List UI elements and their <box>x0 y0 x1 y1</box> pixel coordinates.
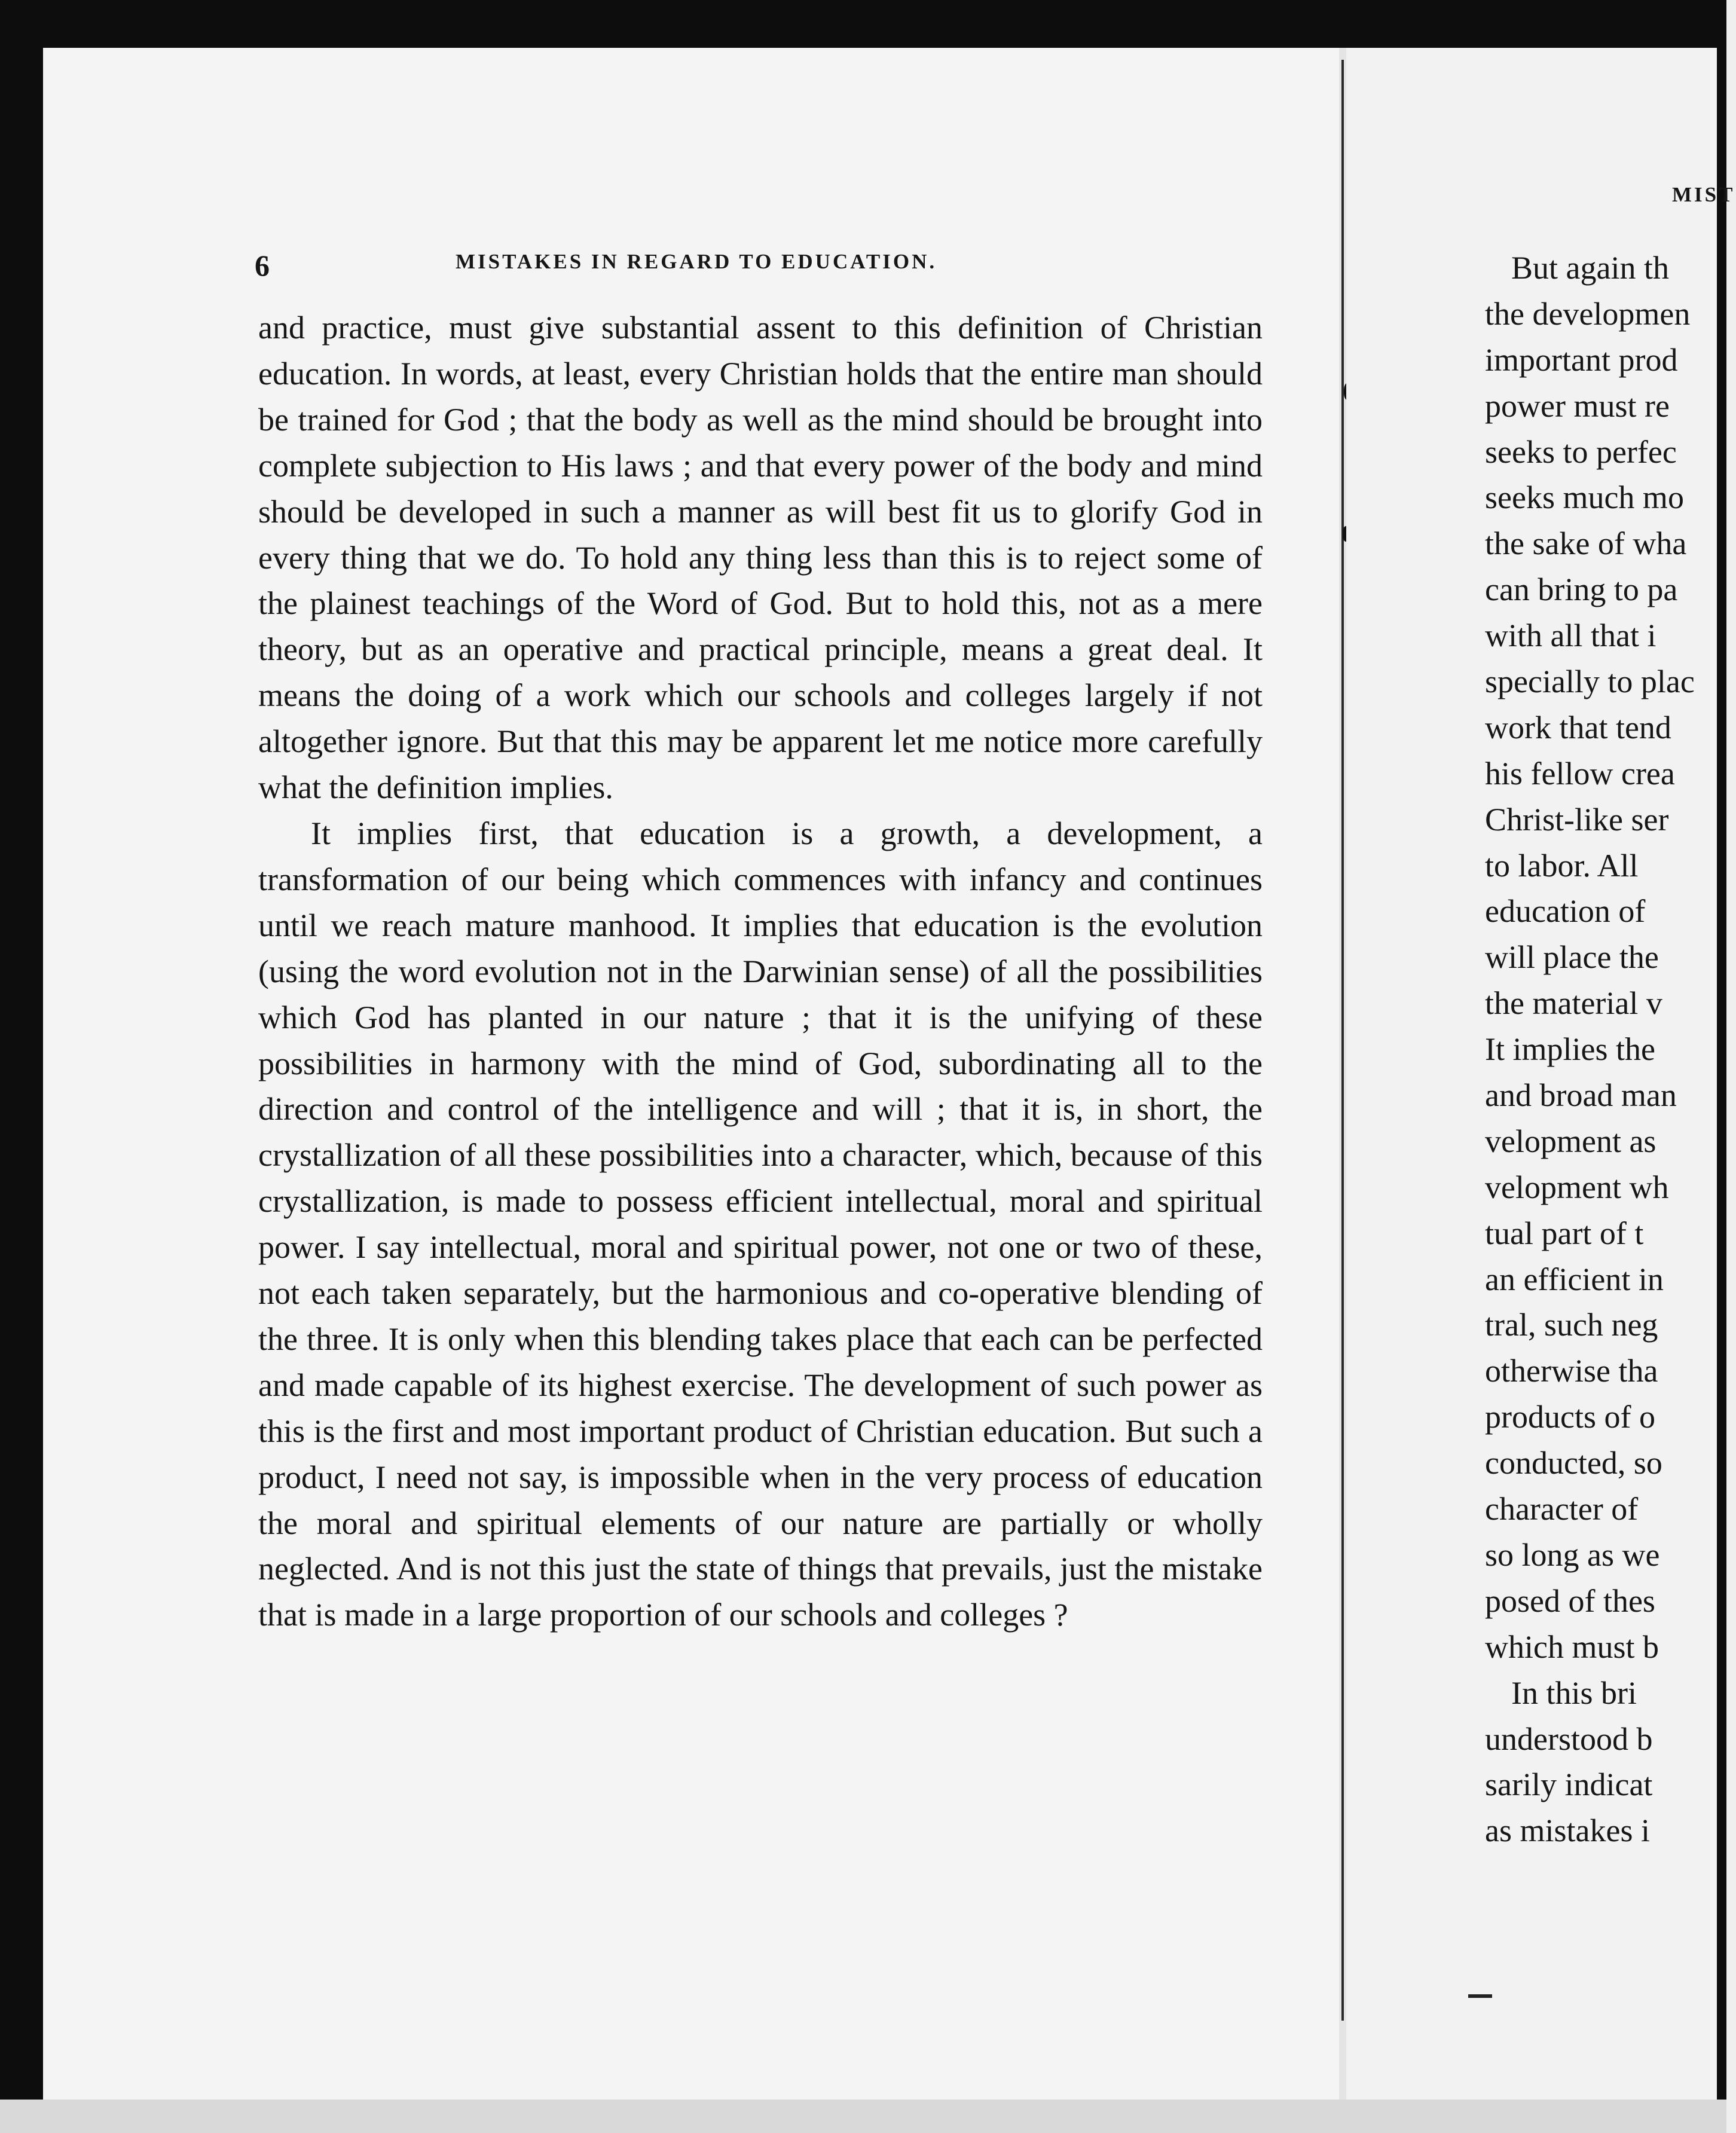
text-line: otherwise tha <box>1485 1353 1658 1389</box>
text-line: will place the <box>1485 939 1659 976</box>
body-text <box>258 305 1263 1638</box>
text-line: education of <box>1485 893 1646 930</box>
right-page <box>1346 48 1735 2100</box>
text-line: character of <box>1485 1491 1639 1527</box>
text-line: the material v <box>1485 985 1662 1022</box>
text-line: Christ-like ser <box>1485 801 1669 838</box>
scan-border-left <box>0 0 43 2133</box>
text-line: as mistakes i <box>1485 1813 1650 1849</box>
running-head: MIST <box>1672 183 1735 206</box>
text-line: can bring to pa <box>1485 572 1678 608</box>
text-line: velopment wh <box>1485 1169 1669 1205</box>
left-page <box>43 48 1339 2100</box>
scan-border-bottom <box>0 2100 1726 2133</box>
text-line: which must b <box>1485 1628 1659 1665</box>
text-line: with all that i <box>1485 618 1656 654</box>
text-line: tral, such neg <box>1485 1307 1658 1343</box>
text-line: sarily indicat <box>1485 1767 1653 1803</box>
text-line: tual part of t <box>1485 1215 1644 1251</box>
text-line: In this bri <box>1511 1674 1637 1711</box>
text-line: his fellow crea <box>1485 755 1675 792</box>
text-line: an efficient in <box>1485 1261 1664 1297</box>
running-head: MISTAKES IN REGARD TO EDUCATION. <box>456 250 937 273</box>
page-number: 6 <box>255 249 270 282</box>
paragraph: and practice, must give substantial assent to this definition of Christian education. In words, at least, every Christian holds that the entire man should be trained for God ; that the body as well as the mind should be brought into complete subjection to His laws ; and that every power of the body and mind should be developed in such a manner as will best fit us to glorify God in every thing that we do. To hold any thing less than this is to reject some of the plainest teachings of the Word of God. But to hold this, not as a mere theory, but as an operative and practical principle, means a great deal. It means the doing of a work which our schools and colleges largely if not altogether ignore. But that this may be apparent let me notice more carefully what the definition implies. <box>258 310 1263 806</box>
text-line: the sake of wha <box>1485 525 1687 562</box>
text-line: It implies the <box>1485 1031 1655 1068</box>
text-line: velopment as <box>1485 1123 1656 1159</box>
text-line: to labor. All <box>1485 847 1639 884</box>
ink-mark <box>1468 1994 1492 1998</box>
text-line: specially to plac <box>1485 664 1695 700</box>
text-line: products of o <box>1485 1399 1655 1435</box>
text-line: so long as we <box>1485 1536 1660 1573</box>
text-line: seeks much mo <box>1485 479 1684 516</box>
page-fold-line <box>1341 60 1344 2021</box>
text-line: conducted, so <box>1485 1445 1662 1481</box>
paragraph: It implies first, that education is a growth, a development, a transformation of our being which commences with infancy and continues until we reach mature manhood. It implies that education is the evolution (using the word evolution not in the Darwinian sense) of all the possibilities which God has planted in our nature ; that it is the unifying of these possibilities in harmony with the mind of God, subordinating all to the direction and control of the intelligence and will ; that it is, in short, the crystallization of all these possibilities into a character, which, because of this crystallization, is made to possess efficient intellectual, moral and spiritual power. I say intellectual, moral and spiritual power, not one or two of these, not each taken separately, but the harmonious and co-operative blending of the three. It is only when this blending takes place that each can be perfected and made capable of its highest exercise. The development of such power as this is the first and most important product of Christian education. But such a product, I need not say, is impossible when in the very process of education the moral and spiritual elements of our nature are partially or wholly neglected. And is not this just the state of things that prevails, just the mistake that is made in a large proportion of our schools and colleges ? <box>258 815 1263 1633</box>
text-line: and broad man <box>1485 1077 1677 1114</box>
text-line: understood b <box>1485 1721 1653 1757</box>
text-line: important prod <box>1485 341 1678 378</box>
scan-border-top <box>0 0 1726 48</box>
text-line: work that tend <box>1485 709 1671 745</box>
text-line: power must re <box>1485 387 1670 424</box>
text-line: seeks to perfec <box>1485 433 1677 470</box>
text-line: the developmen <box>1485 295 1691 332</box>
text-line: posed of thes <box>1485 1582 1655 1619</box>
text-line: But again th <box>1511 250 1669 286</box>
body-text <box>1485 245 1736 1854</box>
